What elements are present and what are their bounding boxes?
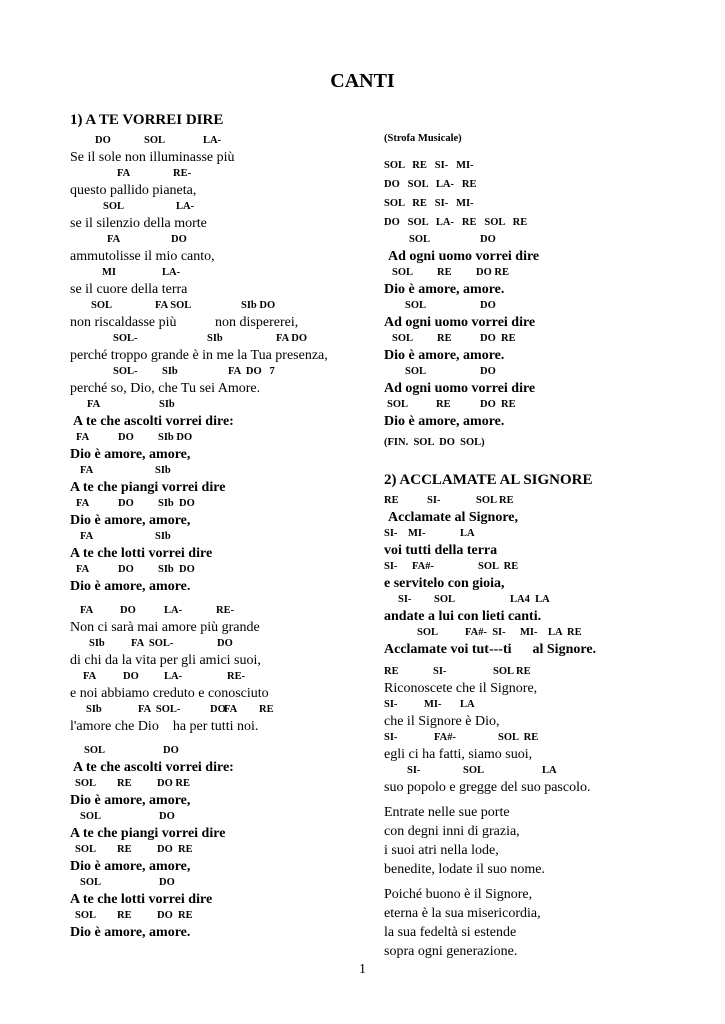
chord: SI- bbox=[384, 528, 398, 539]
chord-line bbox=[384, 232, 684, 248]
chord: RE- bbox=[216, 605, 235, 616]
chord: LA- bbox=[203, 135, 222, 146]
chord: SOL bbox=[91, 300, 113, 311]
chord: SIb bbox=[155, 465, 171, 476]
chord: SIb bbox=[86, 704, 102, 715]
fin-line: (FIN. SOL DO SOL) bbox=[384, 437, 485, 448]
chord-line bbox=[70, 908, 350, 924]
chord-row: DO SOL LA- RE bbox=[384, 179, 477, 190]
chord: LA- bbox=[162, 267, 181, 278]
verse-2 bbox=[70, 603, 350, 735]
chord: DO bbox=[118, 432, 134, 443]
chord-line bbox=[384, 664, 684, 680]
chord-line bbox=[70, 199, 350, 215]
lyric-line: Dio è amore, amore. bbox=[384, 282, 505, 297]
chord: FA bbox=[76, 432, 90, 443]
chord: LA4 LA bbox=[510, 594, 550, 605]
lyric-line: Dio è amore, amore. bbox=[70, 579, 191, 594]
chord: LA bbox=[542, 765, 557, 776]
chord-line bbox=[384, 730, 684, 746]
chord: SOL bbox=[80, 811, 102, 822]
chord: RE bbox=[436, 399, 451, 410]
lyric-line: i suoi atri nella lode, bbox=[384, 843, 499, 858]
lyric-line: e servitelo con gioia, bbox=[384, 576, 505, 591]
lyric-line: e noi abbiamo creduto e conosciuto bbox=[70, 686, 269, 701]
lyric-line: se il silenzio della morte bbox=[70, 216, 207, 231]
chord: FA bbox=[83, 671, 97, 682]
chord-line bbox=[70, 603, 350, 619]
chord: SOL bbox=[75, 778, 97, 789]
chord: RE- bbox=[173, 168, 192, 179]
chord: RE bbox=[117, 778, 132, 789]
chord-line bbox=[384, 592, 684, 608]
chord: SOL bbox=[387, 399, 409, 410]
chord-line bbox=[70, 364, 350, 380]
lyric-line: Dio è amore, amore, bbox=[70, 859, 191, 874]
lyric-line: voi tutti della terra bbox=[384, 543, 498, 558]
chord: FA#- bbox=[412, 561, 434, 572]
chord: SIb bbox=[207, 333, 223, 344]
final-chorus bbox=[384, 232, 684, 430]
chord: DO RE bbox=[480, 333, 516, 344]
chord: RE bbox=[384, 666, 399, 677]
chord-line bbox=[384, 559, 684, 575]
chord-line bbox=[70, 463, 350, 479]
lyric-line: con degni inni di grazia, bbox=[384, 824, 520, 839]
lyric-line: Ad ogni uomo vorrei dire bbox=[384, 381, 536, 396]
chord: SOL bbox=[434, 594, 456, 605]
chord: MI- bbox=[520, 627, 538, 638]
song-title: 2) ACCLAMATE AL SIGNORE bbox=[384, 472, 593, 488]
chord: SIb bbox=[89, 638, 105, 649]
lyric-line: sopra ogni generazione. bbox=[384, 944, 518, 959]
chord: DO RE bbox=[480, 399, 516, 410]
chord: SIb bbox=[162, 366, 178, 377]
lyric-line: Dio è amore, amore. bbox=[384, 348, 505, 363]
chord: FA SOL bbox=[155, 300, 192, 311]
chord: RE bbox=[437, 267, 452, 278]
chord-line bbox=[70, 842, 350, 858]
lyric-line: Entrate nelle sue porte bbox=[384, 805, 510, 820]
chord: SIb bbox=[159, 399, 175, 410]
chord: FA bbox=[76, 564, 90, 575]
lyric-line: di chi da la vita per gli amici suoi, bbox=[70, 653, 261, 668]
chord: FA bbox=[224, 704, 238, 715]
lyric-line: se il cuore della terra bbox=[70, 282, 188, 297]
chord-line bbox=[70, 496, 350, 512]
chord: FA DO bbox=[276, 333, 308, 344]
chord-line bbox=[70, 636, 350, 652]
chord: LA bbox=[548, 627, 563, 638]
verse-1 bbox=[70, 133, 350, 397]
lyric-line: Ad ogni uomo vorrei dire bbox=[384, 315, 536, 330]
chord: SOL bbox=[84, 745, 106, 756]
lyric-line: Dio è amore, amore, bbox=[70, 793, 191, 808]
chord-line bbox=[384, 364, 684, 380]
chord-line bbox=[70, 562, 350, 578]
chord: DO bbox=[480, 300, 496, 311]
chord: SI- bbox=[427, 495, 441, 506]
song2-verse-2 bbox=[384, 803, 684, 879]
chord-line bbox=[384, 526, 684, 542]
lyric-line: A te che piangi vorrei dire bbox=[70, 826, 226, 841]
chord: SOL RE bbox=[493, 666, 531, 677]
chord: DO RE bbox=[157, 844, 193, 855]
lyric-line: che il Signore è Dio, bbox=[384, 714, 500, 729]
chord: SI- bbox=[407, 765, 421, 776]
chord: SI- bbox=[384, 561, 398, 572]
chord: SI- bbox=[384, 699, 398, 710]
chord-line bbox=[384, 493, 684, 509]
chord: RE- bbox=[227, 671, 246, 682]
chord: FA bbox=[76, 498, 90, 509]
lyric-line: Dio è amore, amore. bbox=[384, 414, 505, 429]
song2-verse-1 bbox=[384, 664, 684, 796]
chord-line bbox=[70, 743, 350, 759]
chord: SI- bbox=[384, 732, 398, 743]
chord: DO bbox=[171, 234, 187, 245]
chord: FA bbox=[117, 168, 131, 179]
chord-row: DO SOL LA- RE SOL RE bbox=[384, 217, 528, 228]
lyric-line: A te che piangi vorrei dire bbox=[70, 480, 226, 495]
chord: DO RE bbox=[157, 778, 190, 789]
chord: FA bbox=[80, 531, 94, 542]
lyric-line: Dio è amore, amore, bbox=[70, 513, 191, 528]
chord: DO bbox=[217, 638, 233, 649]
chord: LA bbox=[460, 699, 475, 710]
chord: SOL bbox=[75, 844, 97, 855]
chord: DO bbox=[95, 135, 111, 146]
lyric-line: benedite, lodate il suo nome. bbox=[384, 862, 545, 877]
lyric-line: Non ci sarà mai amore più grande bbox=[70, 620, 260, 635]
chord-line bbox=[384, 625, 684, 641]
chord-line bbox=[70, 430, 350, 446]
chord: SIb DO bbox=[158, 564, 195, 575]
chord-line bbox=[70, 298, 350, 314]
lyric-line: eterna è la sua misericordia, bbox=[384, 906, 541, 921]
chord: SIb DO bbox=[158, 432, 193, 443]
chord: RE bbox=[117, 844, 132, 855]
right-column bbox=[384, 130, 684, 961]
chord: LA- bbox=[164, 605, 183, 616]
lyric-line: A te che lotti vorrei dire bbox=[70, 546, 213, 561]
chord-line bbox=[70, 776, 350, 792]
page-title: CANTI bbox=[330, 70, 395, 92]
chord-line bbox=[70, 133, 350, 149]
chord: FA bbox=[107, 234, 121, 245]
chord: FA bbox=[80, 465, 94, 476]
chord: DO bbox=[120, 605, 136, 616]
lyric-line: l'amore che Dio ha per tutti noi. bbox=[70, 719, 259, 734]
lyric-line: Dio è amore, amore, bbox=[70, 447, 191, 462]
chord: SI- bbox=[433, 666, 447, 677]
lyric-line: perché so, Dio, che Tu sei Amore. bbox=[70, 381, 261, 396]
lyric-line: andate a lui con lieti canti. bbox=[384, 609, 542, 624]
chorus-2 bbox=[70, 743, 350, 941]
chord: FA SOL- bbox=[138, 704, 181, 715]
chord: RE bbox=[384, 495, 399, 506]
chord: SOL bbox=[392, 333, 414, 344]
chord: DO RE bbox=[476, 267, 509, 278]
lyric-line: non riscaldasse più non dispererei, bbox=[70, 315, 299, 330]
refrain bbox=[384, 493, 684, 658]
lyric-line: Poiché buono è il Signore, bbox=[384, 887, 533, 902]
chord: SOL bbox=[405, 366, 427, 377]
chord-line bbox=[384, 697, 684, 713]
chord: DO bbox=[163, 745, 179, 756]
chord: MI bbox=[102, 267, 116, 278]
chord: RE bbox=[567, 627, 582, 638]
chord-line bbox=[70, 875, 350, 891]
lyric-line: la sua fedeltà si estende bbox=[384, 925, 517, 940]
chord: FA SOL- bbox=[131, 638, 174, 649]
lyric-line: Se il sole non illuminasse più bbox=[70, 150, 235, 165]
chord: SOL- bbox=[113, 333, 138, 344]
chord: DO bbox=[480, 366, 496, 377]
chord: SOL RE bbox=[476, 495, 514, 506]
chord: SOL RE bbox=[498, 732, 539, 743]
chord: SOL bbox=[80, 877, 102, 888]
chord: SI- bbox=[398, 594, 412, 605]
lyric-line: A te che ascolti vorrei dire: bbox=[73, 414, 234, 429]
chord: DO bbox=[159, 877, 175, 888]
chord: SOL bbox=[103, 201, 125, 212]
chord: RE bbox=[259, 704, 274, 715]
lyric-line: Acclamate voi tut---ti al Signore. bbox=[384, 642, 597, 657]
chord: DO RE bbox=[157, 910, 193, 921]
chord: SOL bbox=[417, 627, 439, 638]
lyric-line: Ad ogni uomo vorrei dire bbox=[388, 249, 540, 264]
lyric-line: Dio è amore, amore. bbox=[70, 925, 191, 940]
lyric-line: suo popolo e gregge del suo pascolo. bbox=[384, 780, 591, 795]
lyric-line: Riconoscete che il Signore, bbox=[384, 681, 538, 696]
chord: FA bbox=[80, 605, 94, 616]
chord: DO bbox=[159, 811, 175, 822]
lyric-line: egli ci ha fatti, siamo suoi, bbox=[384, 747, 533, 762]
chord: FA bbox=[87, 399, 101, 410]
chord: SOL bbox=[463, 765, 485, 776]
chord: SIb DO bbox=[241, 300, 276, 311]
strofa-label: (Strofa Musicale) bbox=[384, 133, 462, 144]
chord-line bbox=[70, 397, 350, 413]
chord-line bbox=[70, 166, 350, 182]
chord: SOL- bbox=[113, 366, 138, 377]
chord: LA- bbox=[176, 201, 195, 212]
chord: SOL bbox=[409, 234, 431, 245]
page-number: 1 bbox=[359, 962, 366, 977]
chord-line bbox=[384, 265, 684, 281]
chord-line bbox=[70, 529, 350, 545]
lyric-line: A te che ascolti vorrei dire: bbox=[73, 760, 234, 775]
chord: SOL bbox=[144, 135, 166, 146]
chord-line bbox=[384, 298, 684, 314]
chord-line bbox=[70, 331, 350, 347]
lyric-line: questo pallido pianeta, bbox=[70, 183, 197, 198]
chord-line bbox=[70, 809, 350, 825]
chord: RE bbox=[437, 333, 452, 344]
lyric-line: A te che lotti vorrei dire bbox=[70, 892, 213, 907]
chord: LA bbox=[460, 528, 475, 539]
chord: DO bbox=[123, 671, 139, 682]
chorus-1 bbox=[70, 397, 350, 595]
chord: SOL RE bbox=[478, 561, 519, 572]
chord: MI- bbox=[424, 699, 442, 710]
chord-line bbox=[70, 265, 350, 281]
chord-row: SOL RE SI- MI- bbox=[384, 160, 474, 171]
song-title: 1) A TE VORREI DIRE bbox=[70, 112, 224, 128]
chord-line bbox=[70, 702, 350, 718]
chord: FA DO 7 bbox=[228, 366, 275, 377]
chord: SOL bbox=[405, 300, 427, 311]
chord-line bbox=[384, 763, 684, 779]
chord: MI- bbox=[408, 528, 426, 539]
chord: SOL bbox=[75, 910, 97, 921]
chord-line bbox=[70, 232, 350, 248]
chord: SOL bbox=[392, 267, 414, 278]
chord: DO bbox=[118, 498, 134, 509]
lyric-line: ammutolisse il mio canto, bbox=[70, 249, 215, 264]
chord-line bbox=[384, 331, 684, 347]
chord-line bbox=[384, 397, 684, 413]
chord: LA- bbox=[164, 671, 183, 682]
chord: FA#- SI- bbox=[465, 627, 506, 638]
chord: RE bbox=[117, 910, 132, 921]
chord: SIb bbox=[155, 531, 171, 542]
chord: DO bbox=[480, 234, 496, 245]
chord: DO bbox=[210, 704, 226, 715]
lyric-line: Acclamate al Signore, bbox=[388, 510, 518, 525]
lyric-line: perché troppo grande è in me la Tua presenza, bbox=[70, 348, 328, 363]
chord: DO bbox=[118, 564, 134, 575]
chord: FA#- bbox=[434, 732, 456, 743]
song2-verse-3 bbox=[384, 885, 684, 961]
chord-row: SOL RE SI- MI- bbox=[384, 198, 474, 209]
left-column bbox=[70, 112, 350, 941]
chord-line bbox=[70, 669, 350, 685]
chord: SIb DO bbox=[158, 498, 195, 509]
